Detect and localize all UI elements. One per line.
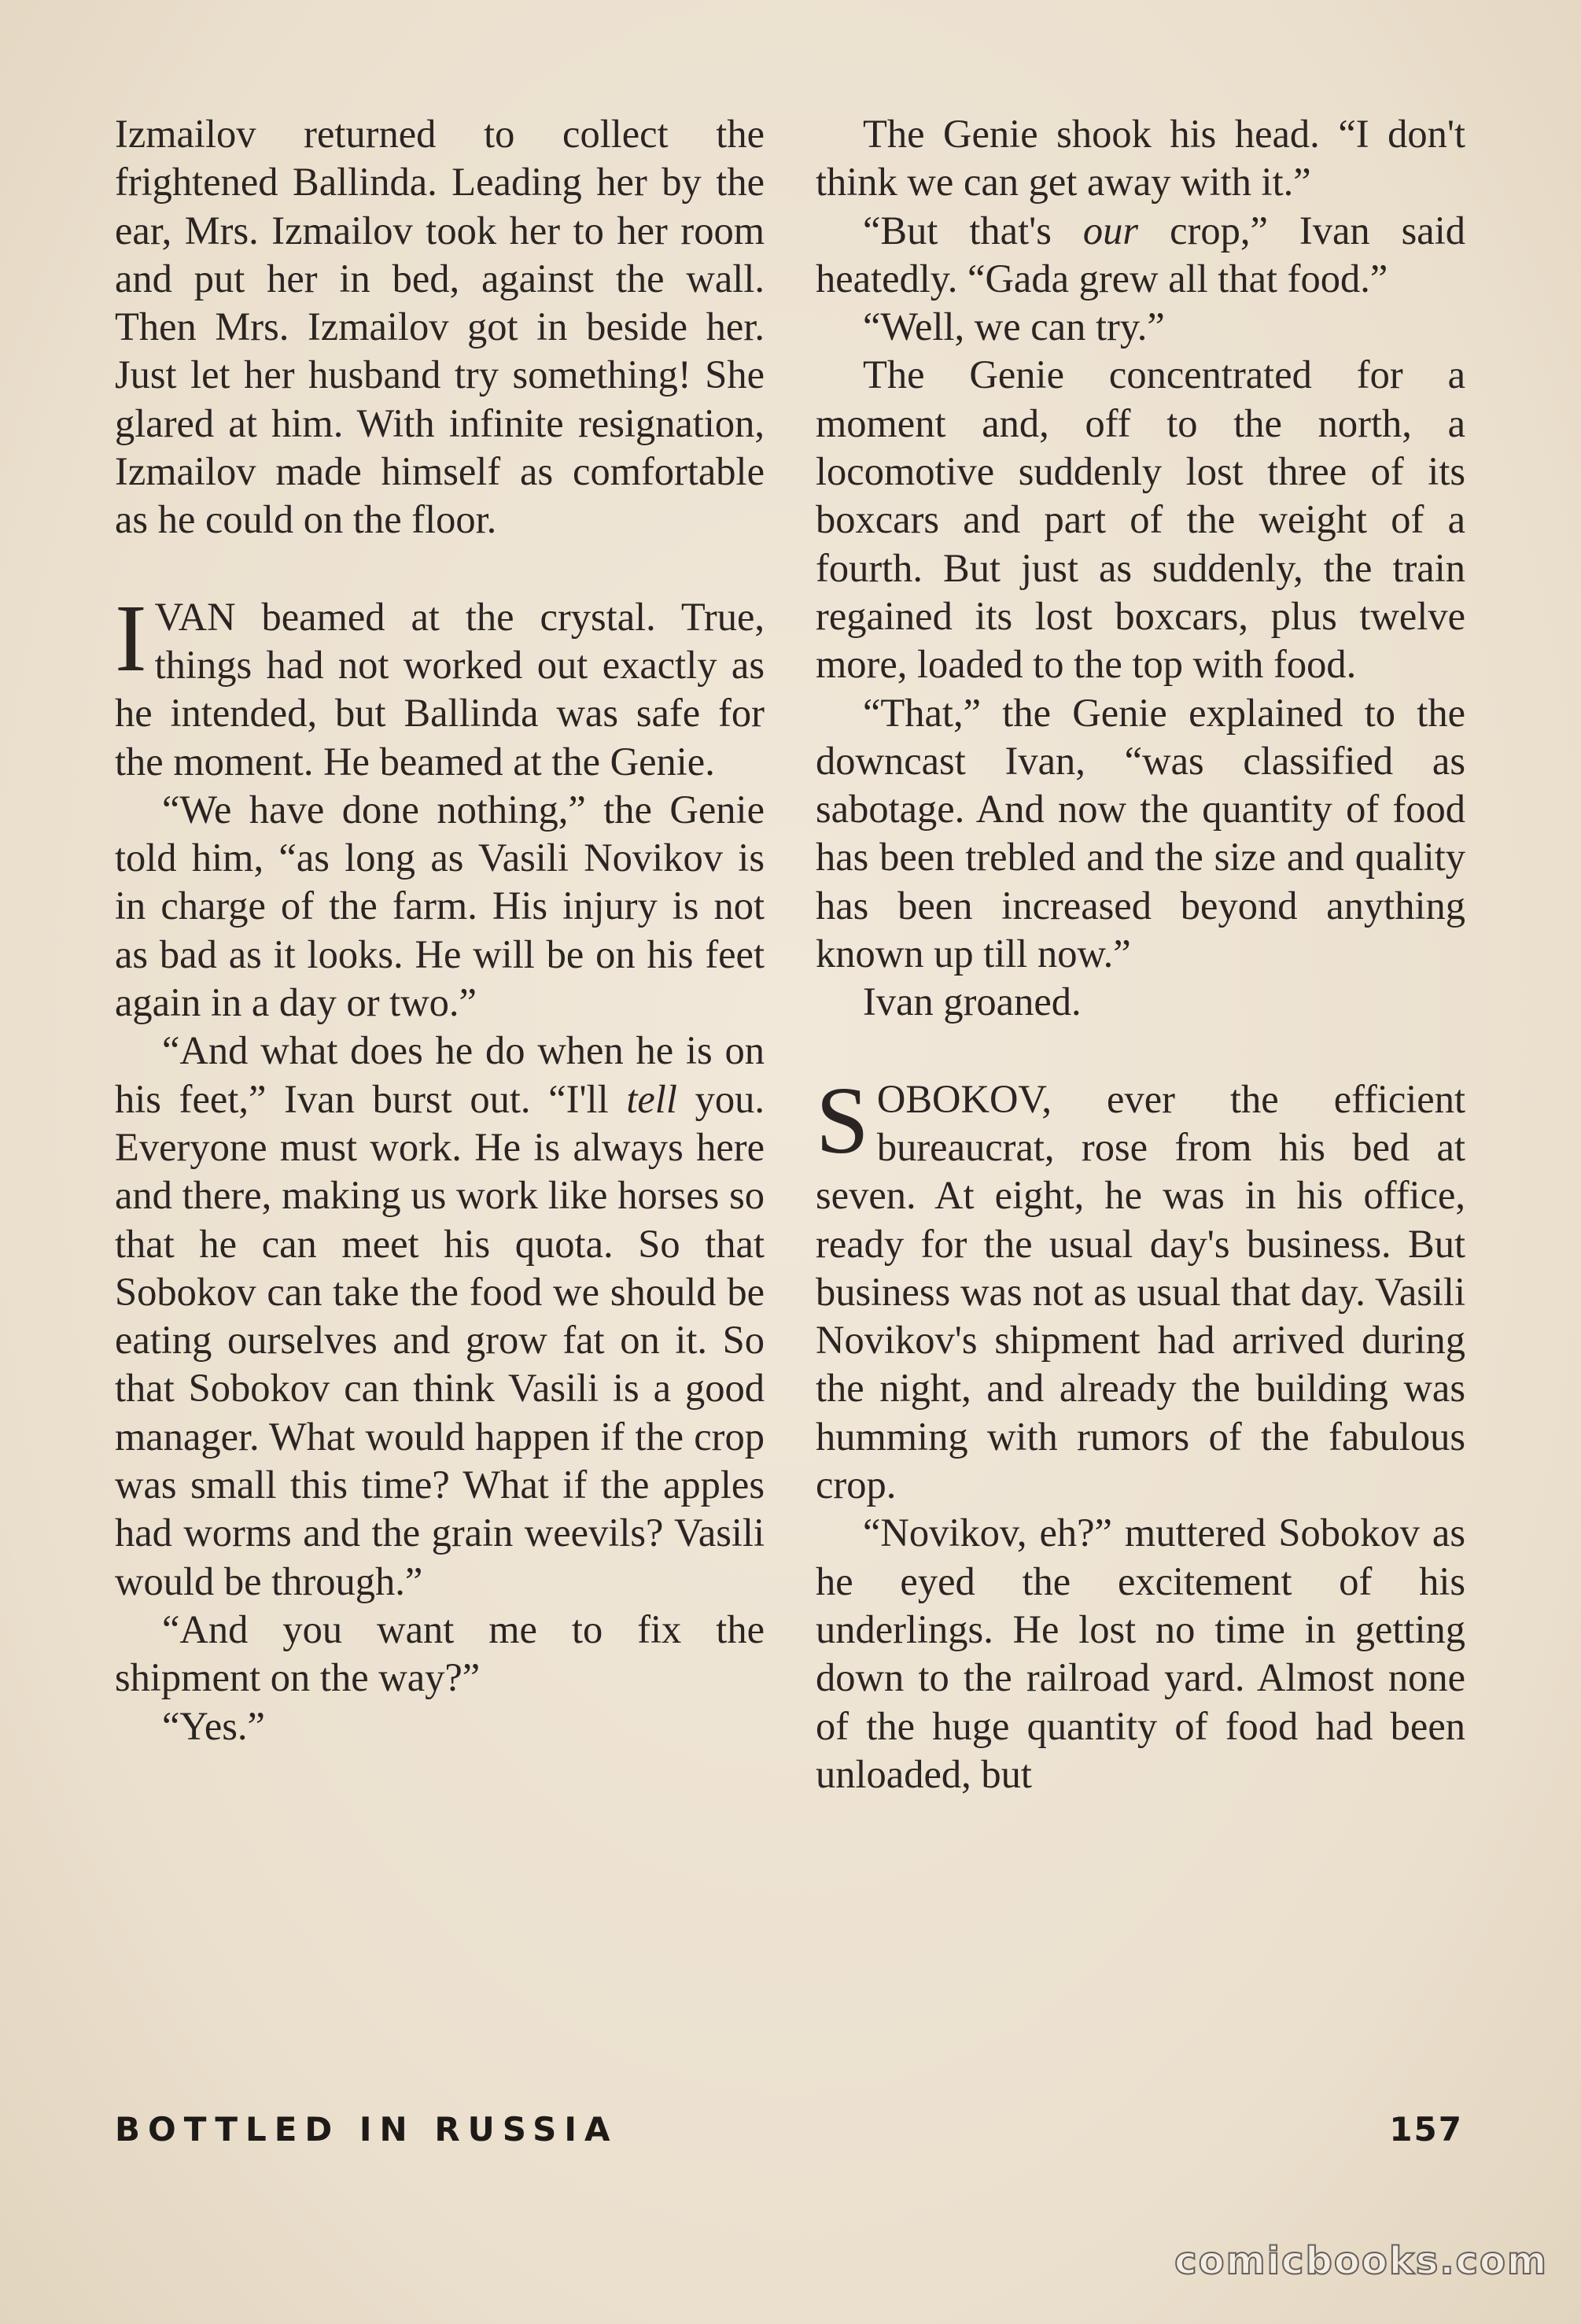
paragraph: “That,” the Genie explained to the downcast Ivan, “was classified as sabotage. And now the quantity of food has been trebled and the size and quality has been increased beyond anything known up till now.”: [816, 690, 1465, 976]
paragraph: “Novikov, eh?” muttered Sobokov as he eyed the excitement of his underlings. He lost no time in getting down to the railroad yard. Almost none of the huge quantity of food had been unloaded, but: [816, 1511, 1465, 1796]
right-column: [816, 110, 1465, 1798]
page-number: 157: [1389, 2110, 1463, 2149]
section-opening-paragraph: [816, 1067, 1465, 1510]
emphasis-text: tell: [626, 1076, 677, 1121]
paragraph: Ivan groaned.: [863, 979, 1082, 1024]
running-head: BOTTLED IN RUSSIA: [115, 2110, 618, 2149]
paragraph-text: “And what does he do when he is on his feet,” Ivan burst out. “I'll: [115, 1028, 765, 1121]
paragraph: [816, 207, 1465, 304]
paragraph: “Well, we can try.”: [863, 304, 1165, 349]
left-column: [115, 110, 765, 1750]
paragraph-text: you. Everyone must work. He is always here and there, making us work like horses so that he can meet his quota. So that Sobokov can take the food we should be eating ourselves and grow fat on it. So that Sobokov can think Vasili is a good manager. What would happen if the crop was small this time? What if the apples had worms and the grain weevils? Vasili would be through.”: [115, 1076, 765, 1603]
paragraph-text: crop,” Ivan said heatedly. “Gada grew all that food.”: [816, 208, 1465, 301]
emphasis-text: our: [1082, 208, 1139, 253]
drop-cap: S: [816, 1067, 869, 1174]
paragraph: “We have done nothing,” the Genie told him, “as long as Vasili Novikov is in charge of the farm. His injury is not as bad as it looks. He will be on his feet again in a day or two.”: [115, 787, 765, 1025]
paragraph-text: “But that's: [863, 208, 1083, 253]
watermark-logo: comicbooks.com: [1174, 2239, 1548, 2283]
paragraph-text: VAN beamed at the crystal. True, things had not worked out exactly as he intended, but Ballinda was safe for the moment. He beamed at the Genie.: [115, 594, 765, 784]
drop-cap: I: [115, 585, 147, 692]
paragraph: Izmailov returned to collect the frightened Ballinda. Leading her by the ear, Mrs. Izmailov took her to her room and put her in bed, against the wall. Then Mrs. Izmailov got in beside her. Just let her husband try something! She glared at him. With infinite resignation, Izmailov made himself as comfortable as he could on the floor.: [115, 112, 765, 542]
paragraph-text: OBOKOV, ever the efficient bureaucrat, rose from his bed at seven. At eight, he was in his office, ready for the usual day's business. But business was not as usual that day. Vasili Novikov's shipment had arrived during the night, and already the building was humming with rumors of the fabulous crop.: [816, 1076, 1465, 1507]
paragraph: “Yes.”: [162, 1703, 265, 1748]
paragraph: “And you want me to fix the shipment on the way?”: [115, 1607, 765, 1700]
paragraph: [115, 1027, 765, 1606]
paragraph: The Genie shook his head. “I don't think we can get away with it.”: [816, 112, 1465, 205]
section-opening-paragraph: [115, 585, 765, 786]
paragraph: The Genie concentrated for a moment and, off to the north, a locomotive suddenly lost three of its boxcars and part of the weight of a fourth. But just as suddenly, the train regained its lost boxcars, plus twelve more, loaded to the top with food.: [816, 352, 1465, 687]
